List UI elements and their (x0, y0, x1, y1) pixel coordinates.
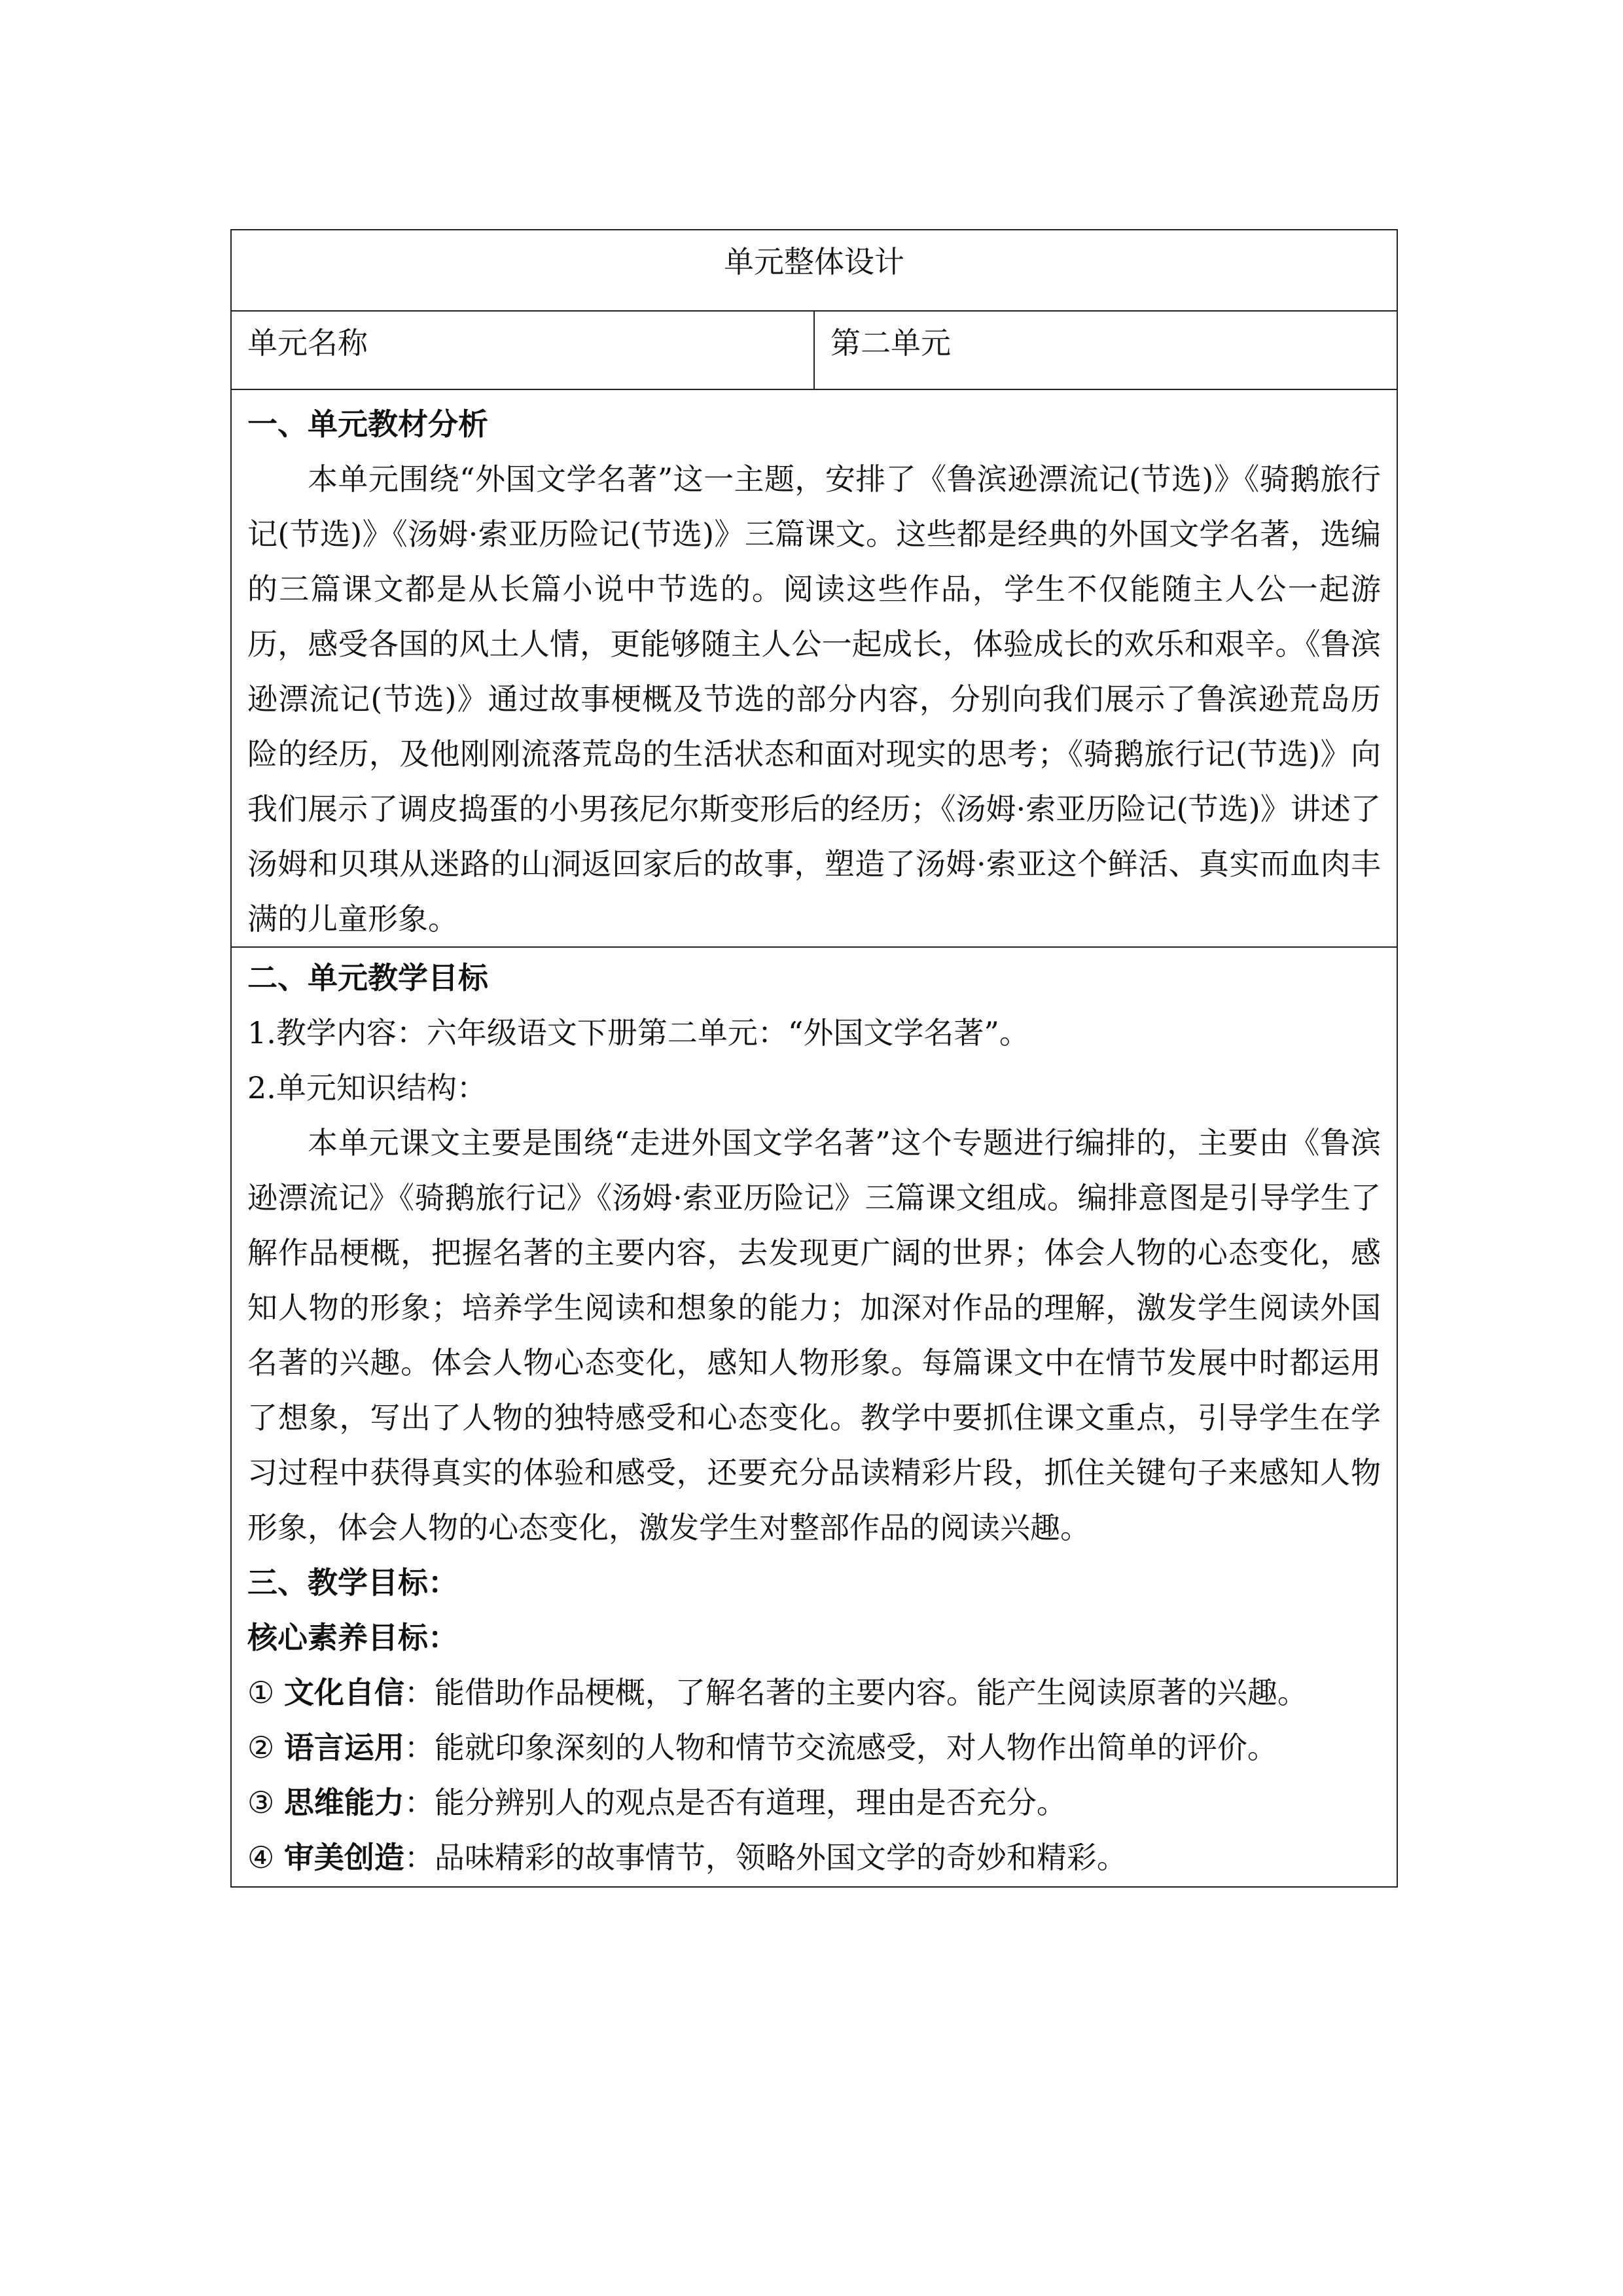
goal-marker: ② (247, 1730, 275, 1765)
unit-name-label: 单元名称 (231, 311, 814, 389)
goal-marker: ① (247, 1675, 275, 1710)
goal-item (247, 1720, 1381, 1775)
material-analysis-section (231, 389, 1397, 947)
knowledge-structure-paragraph: 本单元课文主要是围绕“走进外国文学名著”这个专题进行编排的，主要由《鲁滨逊漂流记》《骑鹅旅行记》《汤姆·索亚历险记》三篇课文组成。编排意图是引导学生了解作品梗概，把握名著的主要内容，去发现更广阔的世界；体会人物的心态变化，感知人物的形象；培养学生阅读和想象的能力；加深对作品的理解，激发学生阅读外国名著的兴趣。体会人物心态变化，感知人物形象。每篇课文中在情节发展中时都运用了想象，写出了人物的独特感受和心态变化。教学中要抓住课文重点，引导学生在学习过程中获得真实的体验和感受，还要充分品读精彩片段，抓住关键句子来感知人物形象，体会人物的心态变化，激发学生对整部作品的阅读兴趣。 (247, 1125, 1381, 1545)
goal-label: 审美创造 (283, 1840, 404, 1875)
teaching-goals-heading: 二、单元教学目标 (247, 960, 488, 996)
goal-marker: ③ (247, 1785, 275, 1820)
goal-item (247, 1665, 1381, 1720)
material-analysis-heading: 一、单元教材分析 (247, 406, 488, 442)
goal-text: ：品味精彩的故事情节，领略外国文学的奇妙和精彩。 (404, 1840, 1127, 1875)
core-literacy-heading: 核心素养目标： (247, 1620, 458, 1655)
unit-name-value: 第二单元 (814, 311, 1397, 389)
goal-item (247, 1775, 1381, 1830)
teaching-content-item: 1.教学内容：六年级语文下册第二单元：“外国文学名著”。 (247, 1015, 1029, 1050)
knowledge-structure-item: 2.单元知识结构： (247, 1070, 487, 1105)
teaching-goals-section (231, 947, 1397, 1887)
goal-label: 语言运用 (283, 1730, 404, 1765)
goal-text: ：能借助作品梗概，了解名著的主要内容。能产生阅读原著的兴趣。 (404, 1675, 1308, 1710)
objectives-heading: 三、教学目标： (247, 1565, 458, 1600)
goal-item (247, 1830, 1381, 1885)
goal-text: ：能就印象深刻的人物和情节交流感受，对人物作出简单的评价。 (404, 1730, 1277, 1765)
unit-design-table (230, 229, 1398, 1888)
material-analysis-paragraph: 本单元围绕“外国文学名著”这一主题，安排了《鲁滨逊漂流记(节选)》《骑鹅旅行记(节选)》《汤姆·索亚历险记(节选)》三篇课文。这些都是经典的外国文学名著，选编的三篇课文都是从长篇小说中节选的。阅读这些作品，学生不仅能随主人公一起游历，感受各国的风土人情，更能够随主人公一起成长，体验成长的欢乐和艰辛。《鲁滨逊漂流记(节选)》通过故事梗概及节选的部分内容，分别向我们展示了鲁滨逊荒岛历险的经历，及他刚刚流落荒岛的生活状态和面对现实的思考；《骑鹅旅行记(节选)》向我们展示了调皮捣蛋的小男孩尼尔斯变形后的经历；《汤姆·索亚历险记(节选)》讲述了汤姆和贝琪从迷路的山洞返回家后的故事，塑造了汤姆·索亚这个鲜活、真实而血肉丰满的儿童形象。 (247, 461, 1381, 937)
table-title: 单元整体设计 (231, 230, 1397, 311)
goal-text: ：能分辨别人的观点是否有道理，理由是否充分。 (404, 1785, 1067, 1820)
goal-label: 文化自信 (283, 1675, 404, 1710)
goal-label: 思维能力 (283, 1785, 404, 1820)
goal-marker: ④ (247, 1840, 275, 1875)
